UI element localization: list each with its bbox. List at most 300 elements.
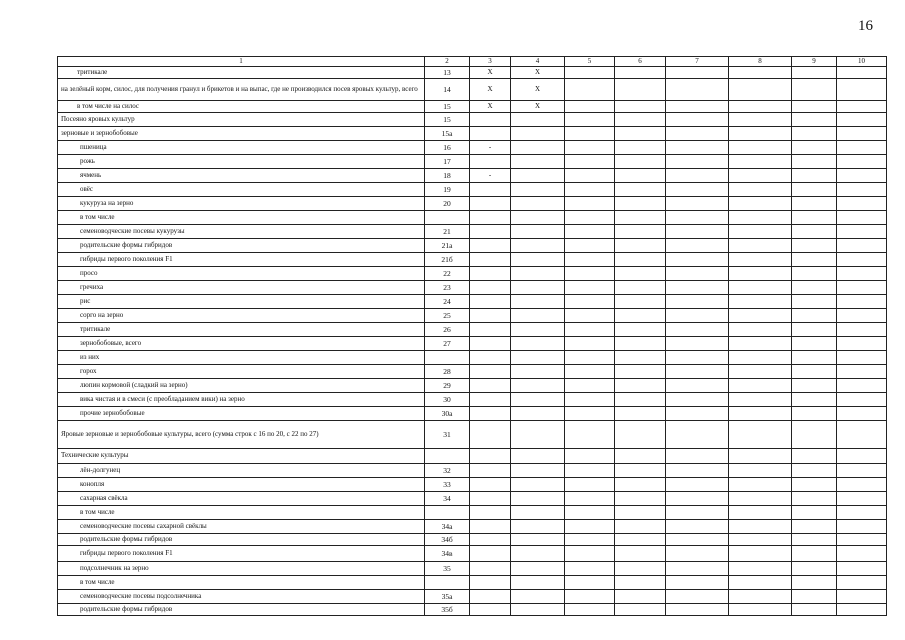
row-name-cell: конопля [58,478,425,492]
empty-data-cell [837,225,887,239]
empty-data-cell [666,295,729,309]
row-code-cell: 34а [425,520,470,534]
empty-data-cell [837,407,887,421]
empty-data-cell [792,604,837,616]
empty-data-cell [565,281,615,295]
empty-data-cell [792,407,837,421]
empty-data-cell [729,590,792,604]
empty-data-cell [615,79,666,101]
row-code-cell: 28 [425,365,470,379]
empty-data-cell [792,281,837,295]
row-code-cell: 24 [425,295,470,309]
empty-data-cell [615,183,666,197]
empty-data-cell [615,546,666,562]
empty-data-cell [565,407,615,421]
column-4-cell [511,323,565,337]
row-name-cell: гречиха [58,281,425,295]
empty-data-cell [837,79,887,101]
table-row [58,239,887,253]
column-3-cell [470,449,511,464]
column-3-cell [470,478,511,492]
column-3-cell [470,520,511,534]
empty-data-cell [615,323,666,337]
row-name-cell: рис [58,295,425,309]
column-3-cell [470,365,511,379]
empty-data-cell [729,546,792,562]
row-code-cell: 21б [425,253,470,267]
empty-data-cell [615,576,666,590]
empty-data-cell [615,604,666,616]
column-4-cell [511,365,565,379]
empty-data-cell [666,183,729,197]
column-4-cell [511,127,565,141]
empty-data-cell [729,79,792,101]
column-3-cell [470,225,511,239]
empty-data-cell [729,211,792,225]
row-code-cell: 35 [425,562,470,576]
empty-data-cell [666,253,729,267]
empty-data-cell [837,576,887,590]
empty-data-cell [615,141,666,155]
column-3-cell [470,253,511,267]
empty-data-cell [792,141,837,155]
table-row [58,520,887,534]
column-header: 7 [666,57,729,67]
empty-data-cell [565,169,615,183]
empty-data-cell [729,393,792,407]
empty-data-cell [837,267,887,281]
table-row [58,141,887,155]
column-4-cell [511,225,565,239]
table-row [58,295,887,309]
empty-data-cell [729,113,792,127]
column-4-cell: X [511,101,565,113]
row-name-cell: Посеяно яровых культур [58,113,425,127]
row-name-cell: из них [58,351,425,365]
column-4-cell [511,590,565,604]
empty-data-cell [666,520,729,534]
table-row [58,478,887,492]
row-code-cell: 15 [425,101,470,113]
column-3-cell [470,183,511,197]
row-code-cell [425,506,470,520]
empty-data-cell [792,183,837,197]
empty-data-cell [666,365,729,379]
column-3-cell [470,562,511,576]
empty-data-cell [837,492,887,506]
empty-data-cell [666,492,729,506]
empty-data-cell [615,492,666,506]
empty-data-cell [729,520,792,534]
column-3-cell: X [470,79,511,101]
column-4-cell [511,379,565,393]
table-row [58,337,887,351]
row-name-cell: тритикале [58,67,425,79]
empty-data-cell [666,604,729,616]
column-4-cell [511,562,565,576]
empty-data-cell [729,421,792,449]
row-code-cell [425,351,470,365]
empty-data-cell [565,546,615,562]
column-header: 3 [470,57,511,67]
table-row [58,281,887,295]
empty-data-cell [792,449,837,464]
column-header: 5 [565,57,615,67]
column-header: 2 [425,57,470,67]
row-code-cell: 35а [425,590,470,604]
empty-data-cell [666,101,729,113]
row-name-cell: подсолнечник на зерно [58,562,425,576]
column-3-cell [470,464,511,478]
empty-data-cell [615,449,666,464]
table-row [58,492,887,506]
empty-data-cell [729,253,792,267]
column-4-cell [511,534,565,546]
empty-data-cell [666,141,729,155]
empty-data-cell [837,239,887,253]
column-4-cell [511,155,565,169]
empty-data-cell [792,309,837,323]
empty-data-cell [837,464,887,478]
empty-data-cell [837,253,887,267]
empty-data-cell [615,155,666,169]
column-4-cell [511,351,565,365]
row-name-cell: родительские формы гибридов [58,604,425,616]
row-name-cell: семеноводческие посевы кукурузы [58,225,425,239]
empty-data-cell [729,183,792,197]
empty-data-cell [792,197,837,211]
row-code-cell: 26 [425,323,470,337]
column-4-cell [511,183,565,197]
empty-data-cell [792,113,837,127]
empty-data-cell [837,295,887,309]
column-3-cell [470,155,511,169]
row-name-cell: семеноводческие посевы сахарной свёклы [58,520,425,534]
row-code-cell: 35б [425,604,470,616]
row-code-cell: 29 [425,379,470,393]
column-3-cell [470,492,511,506]
column-3-cell: - [470,169,511,183]
empty-data-cell [666,407,729,421]
row-name-cell: зерновые и зернобобовые [58,127,425,141]
row-code-cell: 32 [425,464,470,478]
empty-data-cell [837,113,887,127]
empty-data-cell [729,295,792,309]
row-code-cell: 33 [425,478,470,492]
empty-data-cell [565,449,615,464]
empty-data-cell [615,506,666,520]
column-3-cell [470,127,511,141]
empty-data-cell [565,295,615,309]
table-row [58,604,887,616]
empty-data-cell [565,590,615,604]
row-name-cell: сахарная свёкла [58,492,425,506]
column-3-cell: - [470,141,511,155]
empty-data-cell [615,421,666,449]
empty-data-cell [792,127,837,141]
empty-data-cell [565,67,615,79]
column-4-cell [511,421,565,449]
empty-data-cell [666,323,729,337]
empty-data-cell [565,365,615,379]
empty-data-cell [837,379,887,393]
column-3-cell [470,267,511,281]
empty-data-cell [792,169,837,183]
empty-data-cell [729,67,792,79]
empty-data-cell [666,67,729,79]
empty-data-cell [792,421,837,449]
column-4-cell [511,211,565,225]
empty-data-cell [666,393,729,407]
empty-data-cell [615,393,666,407]
table-row [58,379,887,393]
empty-data-cell [792,393,837,407]
column-3-cell [470,113,511,127]
row-code-cell: 34в [425,546,470,562]
row-name-cell: родительские формы гибридов [58,534,425,546]
empty-data-cell [615,309,666,323]
empty-data-cell [792,365,837,379]
empty-data-cell [615,169,666,183]
column-4-cell [511,113,565,127]
empty-data-cell [615,295,666,309]
empty-data-cell [729,379,792,393]
empty-data-cell [837,421,887,449]
empty-data-cell [792,253,837,267]
column-header: 4 [511,57,565,67]
column-3-cell [470,421,511,449]
column-3-cell [470,351,511,365]
column-3-cell [470,546,511,562]
empty-data-cell [837,393,887,407]
empty-data-cell [565,492,615,506]
empty-data-cell [729,449,792,464]
column-4-cell [511,478,565,492]
row-name-cell: гибриды первого поколения F1 [58,253,425,267]
row-code-cell: 34б [425,534,470,546]
row-code-cell: 31 [425,421,470,449]
column-3-cell [470,281,511,295]
empty-data-cell [837,562,887,576]
empty-data-cell [565,113,615,127]
empty-data-cell [565,267,615,281]
row-code-cell: 13 [425,67,470,79]
empty-data-cell [666,127,729,141]
row-name-cell: рожь [58,155,425,169]
column-4-cell [511,492,565,506]
row-code-cell: 15а [425,127,470,141]
empty-data-cell [729,309,792,323]
empty-data-cell [729,576,792,590]
row-name-cell: горох [58,365,425,379]
row-code-cell [425,211,470,225]
empty-data-cell [615,337,666,351]
empty-data-cell [792,546,837,562]
empty-data-cell [666,351,729,365]
empty-data-cell [565,478,615,492]
empty-data-cell [666,546,729,562]
empty-data-cell [666,267,729,281]
column-4-cell: X [511,67,565,79]
row-name-cell: просо [58,267,425,281]
empty-data-cell [565,101,615,113]
row-name-cell: родительские формы гибридов [58,239,425,253]
table-row [58,267,887,281]
empty-data-cell [565,393,615,407]
column-4-cell [511,281,565,295]
table-row [58,590,887,604]
empty-data-cell [615,365,666,379]
empty-data-cell [565,421,615,449]
empty-data-cell [666,590,729,604]
table-row [58,67,887,79]
column-4-cell [511,576,565,590]
row-name-cell: Технические культуры [58,449,425,464]
empty-data-cell [565,211,615,225]
column-number-row [58,57,887,67]
empty-data-cell [666,239,729,253]
empty-data-cell [615,113,666,127]
row-name-cell: пшеница [58,141,425,155]
row-name-cell: гибриды первого поколения F1 [58,546,425,562]
column-3-cell [470,604,511,616]
empty-data-cell [837,604,887,616]
row-code-cell: 30 [425,393,470,407]
column-4-cell [511,169,565,183]
column-4-cell [511,337,565,351]
empty-data-cell [729,155,792,169]
column-4-cell [511,309,565,323]
empty-data-cell [666,337,729,351]
empty-data-cell [615,101,666,113]
row-code-cell [425,576,470,590]
table-row [58,576,887,590]
empty-data-cell [666,421,729,449]
empty-data-cell [615,534,666,546]
empty-data-cell [837,281,887,295]
empty-data-cell [837,141,887,155]
column-4-cell [511,506,565,520]
empty-data-cell [666,155,729,169]
empty-data-cell [666,576,729,590]
row-name-cell: вика чистая и в смеси (с преобладанием вики) на зерно [58,393,425,407]
column-3-cell [470,239,511,253]
empty-data-cell [792,351,837,365]
table-row [58,127,887,141]
empty-data-cell [565,604,615,616]
empty-data-cell [729,534,792,546]
table-row [58,113,887,127]
empty-data-cell [729,492,792,506]
row-code-cell: 14 [425,79,470,101]
column-4-cell [511,546,565,562]
empty-data-cell [837,546,887,562]
empty-data-cell [565,309,615,323]
empty-data-cell [729,141,792,155]
empty-data-cell [837,478,887,492]
statistics-form-table [57,56,887,616]
empty-data-cell [615,520,666,534]
empty-data-cell [729,127,792,141]
page-number: 16 [858,18,873,34]
empty-data-cell [565,225,615,239]
empty-data-cell [565,197,615,211]
row-name-cell: в том числе [58,506,425,520]
empty-data-cell [615,590,666,604]
empty-data-cell [666,464,729,478]
empty-data-cell [615,127,666,141]
column-header: 8 [729,57,792,67]
empty-data-cell [792,379,837,393]
empty-data-cell [837,449,887,464]
empty-data-cell [792,562,837,576]
column-3-cell [470,576,511,590]
empty-data-cell [729,281,792,295]
row-code-cell: 21 [425,225,470,239]
row-code-cell: 19 [425,183,470,197]
empty-data-cell [565,239,615,253]
table-row [58,393,887,407]
column-3-cell [470,295,511,309]
empty-data-cell [666,79,729,101]
row-name-cell: зернобобовые, всего [58,337,425,351]
empty-data-cell [837,337,887,351]
row-name-cell: на зелёный корм, силос, для получения гранул и брикетов и на выпас, где не производился посев яровых культур, всего [58,79,425,101]
empty-data-cell [565,351,615,365]
empty-data-cell [837,506,887,520]
column-3-cell [470,309,511,323]
table-row [58,365,887,379]
column-3-cell [470,337,511,351]
table-row [58,323,887,337]
empty-data-cell [565,323,615,337]
row-name-cell: тритикале [58,323,425,337]
table-row [58,546,887,562]
row-name-cell: овёс [58,183,425,197]
row-name-cell: сорго на зерно [58,309,425,323]
row-name-cell: ячмень [58,169,425,183]
column-3-cell [470,197,511,211]
empty-data-cell [792,534,837,546]
empty-data-cell [729,197,792,211]
empty-data-cell [792,478,837,492]
empty-data-cell [666,562,729,576]
empty-data-cell [615,351,666,365]
empty-data-cell [792,576,837,590]
column-4-cell [511,604,565,616]
empty-data-cell [666,379,729,393]
column-3-cell [470,393,511,407]
empty-data-cell [615,379,666,393]
empty-data-cell [565,379,615,393]
row-code-cell: 21а [425,239,470,253]
empty-data-cell [729,562,792,576]
empty-data-cell [565,141,615,155]
row-name-cell: семеноводческие посевы подсолнечника [58,590,425,604]
empty-data-cell [792,101,837,113]
empty-data-cell [615,67,666,79]
empty-data-cell [565,127,615,141]
column-4-cell [511,197,565,211]
row-name-cell: люпин кормовой (сладкий на зерно) [58,379,425,393]
table-row [58,225,887,239]
table-row [58,562,887,576]
empty-data-cell [565,520,615,534]
row-code-cell: 17 [425,155,470,169]
row-name-cell: лён-долгунец [58,464,425,478]
column-4-cell [511,253,565,267]
empty-data-cell [666,197,729,211]
